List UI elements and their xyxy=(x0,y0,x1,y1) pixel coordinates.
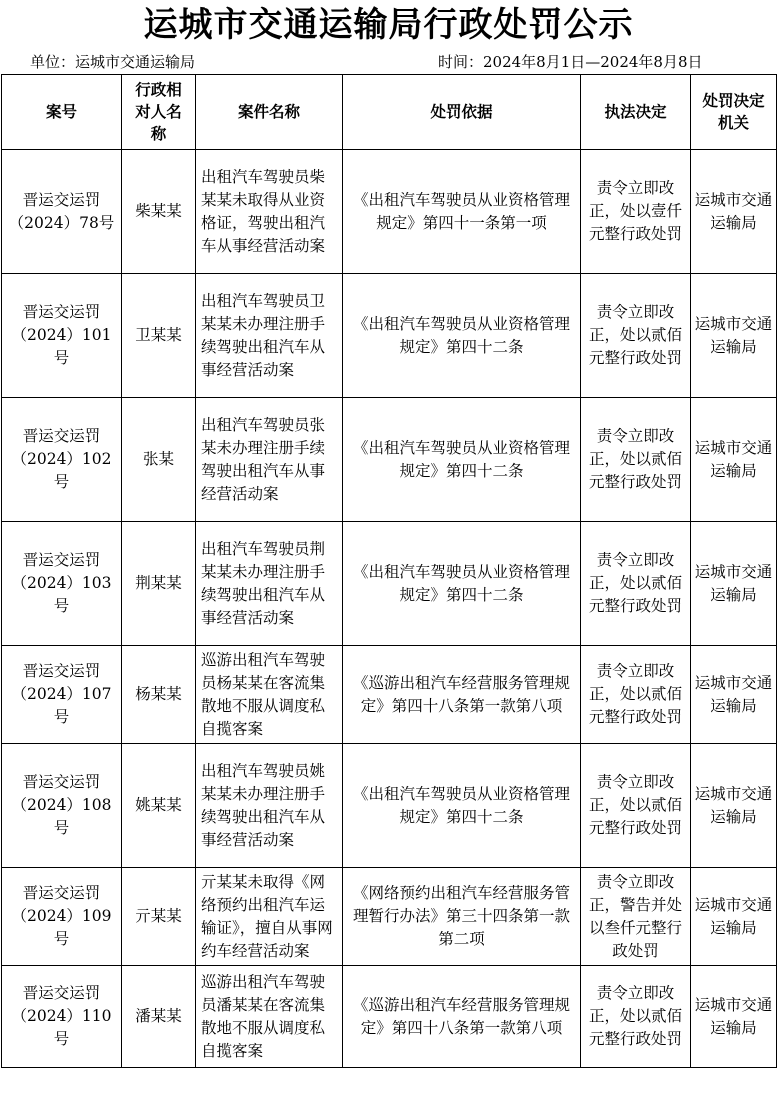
header-case-name: 案件名称 xyxy=(196,75,343,150)
header-party: 行政相对人名称 xyxy=(122,75,196,150)
case-no-cell: 晋运交运罚（2024）107号 xyxy=(2,646,122,744)
party-cell: 姚某某 xyxy=(122,744,196,868)
case-no-cell: 晋运交运罚（2024）109号 xyxy=(2,868,122,966)
table-row xyxy=(2,150,777,274)
case-no-cell: 晋运交运罚（2024）102号 xyxy=(2,398,122,522)
basis-cell: 《出租汽车驾驶员从业资格管理规定》第四十一条第一项 xyxy=(343,150,581,274)
authority-cell: 运城市交通运输局 xyxy=(691,966,777,1068)
decision-cell: 责令立即改正，处以壹仟元整行政处罚 xyxy=(581,150,691,274)
table-row xyxy=(2,274,777,398)
case-no-cell: 晋运交运罚（2024）108号 xyxy=(2,744,122,868)
case-no-cell: 晋运交运罚（2024）78号 xyxy=(2,150,122,274)
table-row xyxy=(2,522,777,646)
header-authority: 处罚决定机关 xyxy=(691,75,777,150)
basis-cell: 《出租汽车驾驶员从业资格管理规定》第四十二条 xyxy=(343,522,581,646)
authority-cell: 运城市交通运输局 xyxy=(691,646,777,744)
party-cell: 张某 xyxy=(122,398,196,522)
case-name-cell: 出租汽车驾驶员张某未办理注册手续驾驶出租汽车从事经营活动案 xyxy=(196,398,343,522)
decision-cell: 责令立即改正，处以贰佰元整行政处罚 xyxy=(581,274,691,398)
authority-cell: 运城市交通运输局 xyxy=(691,868,777,966)
decision-cell: 责令立即改正，处以贰佰元整行政处罚 xyxy=(581,522,691,646)
unit-label: 单位：运城市交通运输局 xyxy=(30,53,196,71)
authority-cell: 运城市交通运输局 xyxy=(691,744,777,868)
table-row xyxy=(2,966,777,1068)
basis-cell: 《出租汽车驾驶员从业资格管理规定》第四十二条 xyxy=(343,398,581,522)
case-name-cell: 亓某某未取得《网络预约出租汽车运输证》，擅自从事网约车经营活动案 xyxy=(196,868,343,966)
table-row xyxy=(2,744,777,868)
authority-cell: 运城市交通运输局 xyxy=(691,522,777,646)
table-row xyxy=(2,646,777,744)
header-basis: 处罚依据 xyxy=(343,75,581,150)
party-cell: 潘某某 xyxy=(122,966,196,1068)
case-name-cell: 出租汽车驾驶员柴某某未取得从业资格证，驾驶出租汽车从事经营活动案 xyxy=(196,150,343,274)
time-range-label: 时间：2024年8月1日—2024年8月8日 xyxy=(438,53,703,71)
decision-cell: 责令立即改正，警告并处以叁仟元整行政处罚 xyxy=(581,868,691,966)
party-cell: 亓某某 xyxy=(122,868,196,966)
decision-cell: 责令立即改正，处以贰佰元整行政处罚 xyxy=(581,398,691,522)
case-no-cell: 晋运交运罚（2024）101号 xyxy=(2,274,122,398)
party-cell: 卫某某 xyxy=(122,274,196,398)
decision-cell: 责令立即改正，处以贰佰元整行政处罚 xyxy=(581,646,691,744)
meta-bar xyxy=(0,50,777,74)
decision-cell: 责令立即改正，处以贰佰元整行政处罚 xyxy=(581,744,691,868)
table-header-row xyxy=(2,75,777,150)
case-name-cell: 出租汽车驾驶员荆某某未办理注册手续驾驶出租汽车从事经营活动案 xyxy=(196,522,343,646)
basis-cell: 《巡游出租汽车经营服务管理规定》第四十八条第一款第八项 xyxy=(343,646,581,744)
basis-cell: 《出租汽车驾驶员从业资格管理规定》第四十二条 xyxy=(343,274,581,398)
header-case-no: 案号 xyxy=(2,75,122,150)
table-row xyxy=(2,398,777,522)
basis-cell: 《出租汽车驾驶员从业资格管理规定》第四十二条 xyxy=(343,744,581,868)
basis-cell: 《网络预约出租汽车经营服务管理暂行办法》第三十四条第一款第二项 xyxy=(343,868,581,966)
authority-cell: 运城市交通运输局 xyxy=(691,150,777,274)
case-no-cell: 晋运交运罚（2024）103号 xyxy=(2,522,122,646)
case-name-cell: 巡游出租汽车驾驶员潘某某在客流集散地不服从调度私自揽客案 xyxy=(196,966,343,1068)
page-title: 运城市交通运输局行政处罚公示 xyxy=(143,5,634,45)
party-cell: 荆某某 xyxy=(122,522,196,646)
case-no-cell: 晋运交运罚（2024）110号 xyxy=(2,966,122,1068)
header-decision: 执法决定 xyxy=(581,75,691,150)
case-name-cell: 出租汽车驾驶员卫某某未办理注册手续驾驶出租汽车从事经营活动案 xyxy=(196,274,343,398)
party-cell: 杨某某 xyxy=(122,646,196,744)
case-name-cell: 出租汽车驾驶员姚某某未办理注册手续驾驶出租汽车从事经营活动案 xyxy=(196,744,343,868)
authority-cell: 运城市交通运输局 xyxy=(691,398,777,522)
case-name-cell: 巡游出租汽车驾驶员杨某某在客流集散地不服从调度私自揽客案 xyxy=(196,646,343,744)
authority-cell: 运城市交通运输局 xyxy=(691,274,777,398)
penalty-table xyxy=(1,74,777,1068)
decision-cell: 责令立即改正，处以贰佰元整行政处罚 xyxy=(581,966,691,1068)
party-cell: 柴某某 xyxy=(122,150,196,274)
table-row xyxy=(2,868,777,966)
basis-cell: 《巡游出租汽车经营服务管理规定》第四十八条第一款第八项 xyxy=(343,966,581,1068)
